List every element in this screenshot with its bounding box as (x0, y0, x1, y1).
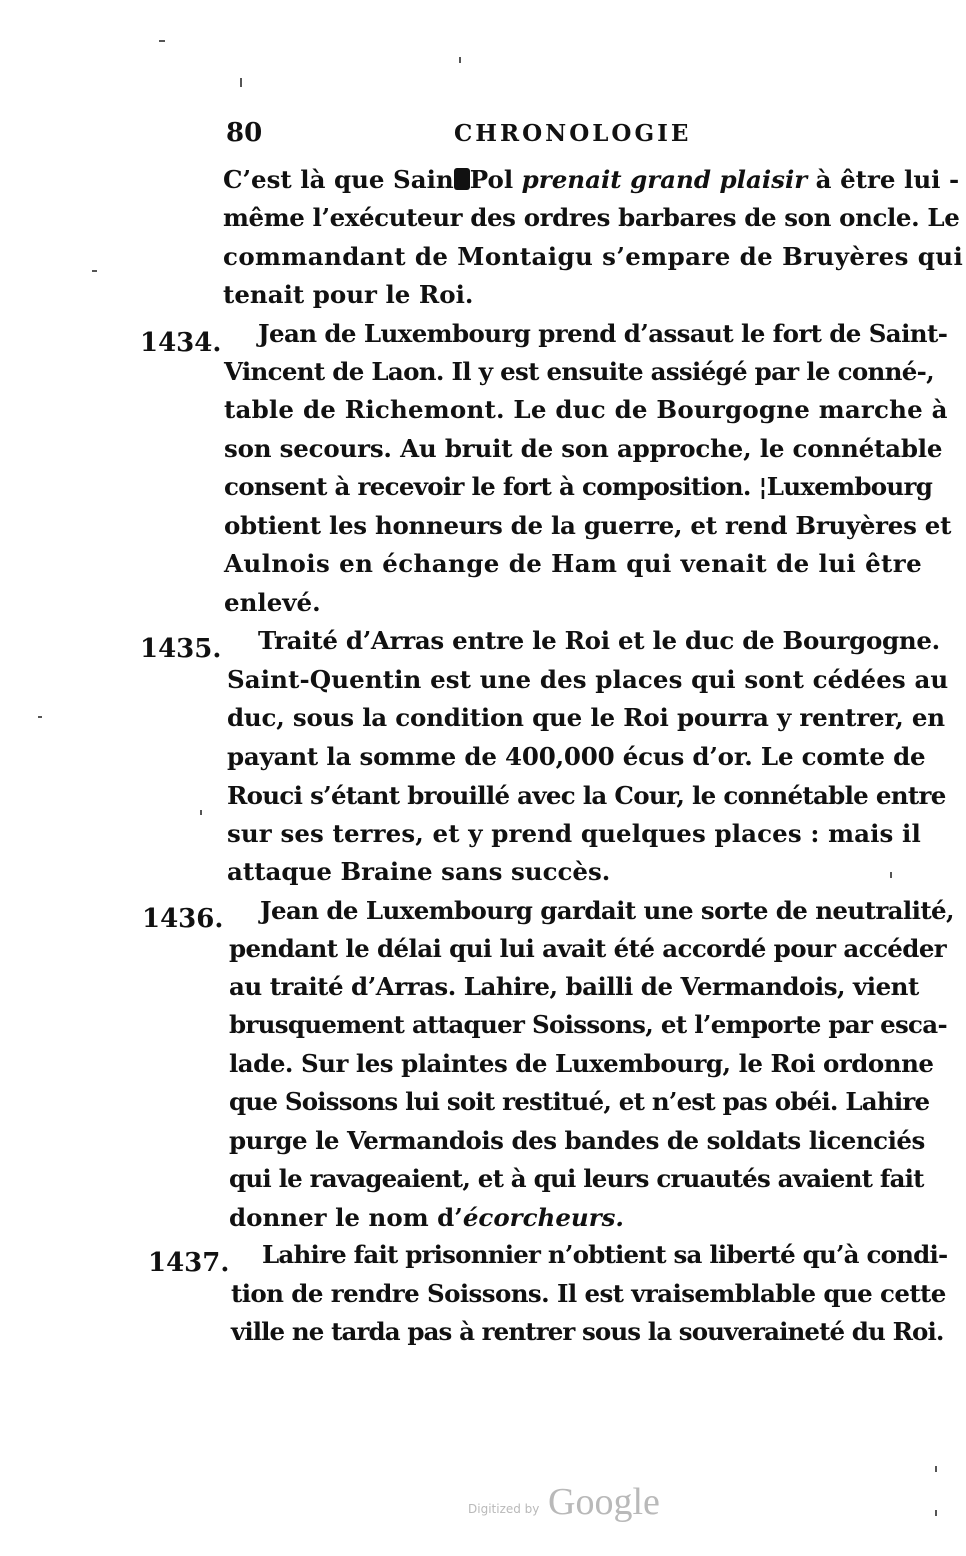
text-line: au traité d’Arras. Lahire, bailli de Vermandois, vient (229, 972, 919, 1001)
text-line: commandant de Montaigu s’empare de Bruyères qui (223, 242, 964, 271)
scan-speck (159, 40, 165, 42)
text-line: payant la somme de 400,000 écus d’or. Le comte de (227, 742, 926, 771)
text-line: Traité d’Arras entre le Roi et le duc de Bourgogne. (258, 626, 940, 655)
scan-speck (240, 78, 242, 87)
year-1436: 1436. (142, 904, 224, 934)
text-line: tion de rendre Soissons. Il est vraisemblable que cette (231, 1279, 946, 1308)
text-line: consent à recevoir le fort à composition. ¦Luxembourg (224, 472, 933, 501)
page-number: 80 (226, 118, 263, 148)
text-line: ville ne tarda pas à rentrer sous la souveraineté du Roi. (231, 1317, 944, 1346)
text-line: Vincent de Laon. Il y est ensuite assiégé par le conné-, (224, 357, 934, 386)
scan-speck (459, 57, 461, 63)
text-line: pendant le délai qui lui avait été accordé pour accéder (229, 934, 947, 963)
scan-speck (92, 270, 97, 272)
text-line: duc, sous la condition que le Roi pourra y rentrer, en (227, 703, 945, 732)
text-line (223, 165, 960, 194)
text-line: que Soissons lui soit restitué, et n’est pas obéi. Lahire (229, 1087, 930, 1116)
scan-speck (200, 810, 202, 815)
text-fragment: à être lui - (807, 165, 960, 194)
text-line: table de Richemont. Le duc de Bourgogne marche à (224, 395, 948, 424)
text-line: Jean de Luxembourg prend d’assaut le fort de Saint- (258, 319, 948, 348)
text-line: Jean de Luxembourg gardait une sorte de neutralité, (260, 896, 954, 925)
text-line: attaque Braine sans succès. (227, 857, 611, 886)
year-1435: 1435. (140, 634, 222, 664)
text-line: son secours. Au bruit de son approche, le connétable (224, 434, 943, 463)
text-line: qui le ravageaient, et à qui leurs cruautés avaient fait (229, 1164, 924, 1193)
digitized-by-label: Digitized by (468, 1502, 540, 1516)
year-1434: 1434. (140, 328, 222, 358)
text-fragment: C’est là que Sain (223, 165, 454, 194)
text-line: purge le Vermandois des bandes de soldats licenciés (229, 1126, 925, 1155)
scan-speck (935, 1466, 937, 1472)
year-1437: 1437. (148, 1248, 230, 1278)
text-line: sur ses terres, et y prend quelques places : mais il (227, 819, 921, 848)
text-line: lade. Sur les plaintes de Luxembourg, le Roi ordonne (229, 1049, 934, 1078)
scan-speck (38, 716, 42, 718)
text-line: même l’exécuteur des ordres barbares de son oncle. Le (223, 203, 960, 232)
text-line: tenait pour le Roi. (223, 280, 474, 309)
text-fragment: Pol (469, 165, 522, 194)
italic-word: écorcheurs. (462, 1203, 624, 1232)
running-head: CHRONOLOGIE (454, 120, 692, 147)
text-line (229, 1203, 624, 1232)
text-line: obtient les honneurs de la guerre, et rend Bruyères et (224, 511, 952, 540)
scan-speck (890, 872, 892, 878)
scan-speck (935, 1510, 937, 1516)
text-line: brusquement attaquer Soissons, et l’emporte par esca- (229, 1010, 947, 1039)
text-line: Aulnois en échange de Ham qui venait de lui être (224, 549, 923, 578)
page-header (226, 118, 886, 158)
text-line: Lahire fait prisonnier n’obtient sa liberté qu’à condi- (262, 1240, 948, 1269)
text-fragment: donner le nom d’ (229, 1203, 463, 1232)
text-line: enlevé. (224, 588, 321, 617)
text-line: Rouci s’étant brouillé avec la Cour, le connétable entre (227, 781, 946, 810)
digitization-watermark (468, 1481, 668, 1534)
google-logo: Google (548, 1481, 660, 1523)
text-line: Saint-Quentin est une des places qui sont cédées au (227, 665, 949, 694)
ink-blot (454, 168, 470, 190)
italic-phrase: prenait grand plaisir (521, 165, 808, 194)
